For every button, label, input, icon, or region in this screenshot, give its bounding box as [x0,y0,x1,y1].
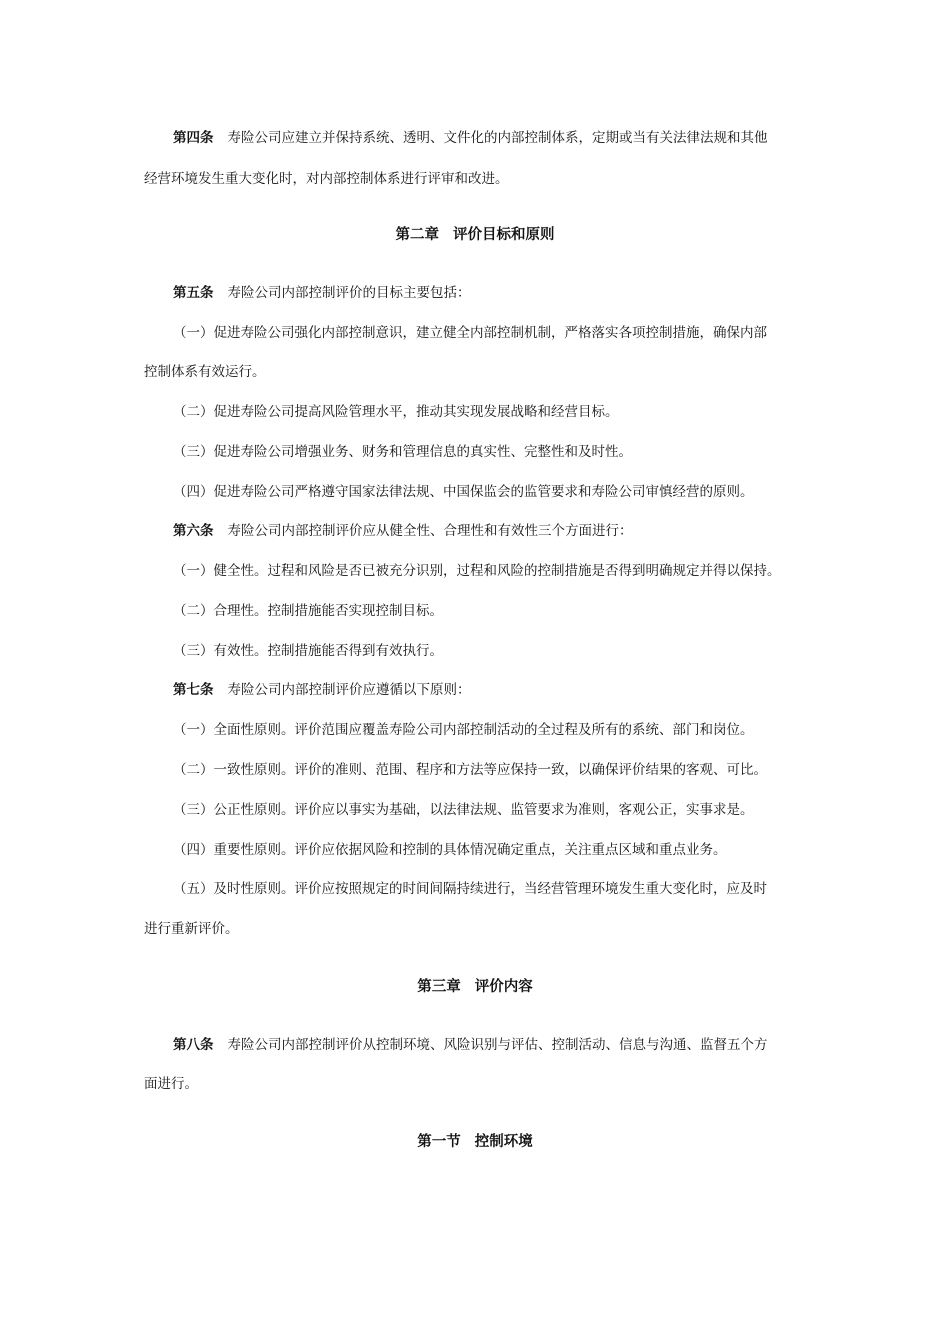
chapter-3-title: 评价内容 [474,979,533,995]
article-6-label: 第六条 [173,523,214,539]
chapter-3-heading [0,976,950,998]
article-5-line [173,283,843,303]
article-4-label: 第四条 [173,130,214,146]
chapter-2-heading [0,224,950,246]
article-6-line [173,521,843,541]
article-8-line-2: 面进行。 [144,1076,198,1092]
article-6-item-2: （二）合理性。控制措施能否实现控制目标。 [173,603,443,619]
article-7-item-3: （三）公正性原则。评价应以事实为基础，以法律法规、监管要求为准则，客观公正，实事求是。 [173,802,754,818]
article-7-item-5: （五）及时性原则。评价应按照规定的时间间隔持续进行，当经营管理环境发生重大变化时，应及时 [173,881,767,897]
article-7-item-4: （四）重要性原则。评价应依据风险和控制的具体情况确定重点，关注重点区域和重点业务。 [173,842,727,858]
chapter-3-number: 第三章 [417,979,461,995]
article-5-label: 第五条 [173,285,214,301]
article-5-item-1-cont: 控制体系有效运行。 [144,364,266,380]
article-4-line-1 [173,128,843,148]
section-1-title: 控制环境 [474,1134,533,1150]
article-5-item-1: （一）促进寿险公司强化内部控制意识，建立健全内部控制机制，严格落实各项控制措施，确保内部 [173,325,767,341]
article-7-item-2: （二）一致性原则。评价的准则、范围、程序和方法等应保持一致，以确保评价结果的客观、可比。 [173,762,767,778]
article-7-text: 寿险公司内部控制评价应遵循以下原则： [227,682,471,698]
article-4-text: 寿险公司应建立并保持系统、透明、文件化的内部控制体系，定期或当有关法律法规和其他 [227,130,768,146]
chapter-2-number: 第二章 [395,227,439,243]
article-5-item-3: （三）促进寿险公司增强业务、财务和管理信息的真实性、完整性和及时性。 [173,444,632,460]
chapter-2-title: 评价目标和原则 [453,227,555,243]
article-8-text: 寿险公司内部控制评价从控制环境、风险识别与评估、控制活动、信息与沟通、监督五个方 [227,1037,768,1053]
article-7-item-5-cont: 进行重新评价。 [144,921,239,937]
article-5-item-2: （二）促进寿险公司提高风险管理水平，推动其实现发展战略和经营目标。 [173,404,619,420]
article-6-item-3: （三）有效性。控制措施能否得到有效执行。 [173,643,443,659]
article-5-item-4: （四）促进寿险公司严格遵守国家法律法规、中国保监会的监管要求和寿险公司审慎经营的原则。 [173,484,754,500]
article-7-item-1: （一）全面性原则。评价范围应覆盖寿险公司内部控制活动的全过程及所有的系统、部门和岗位。 [173,722,754,738]
article-5-text: 寿险公司内部控制评价的目标主要包括： [227,285,471,301]
article-4-line-2: 经营环境发生重大变化时，对内部控制体系进行评审和改进。 [144,171,509,187]
article-8-label: 第八条 [173,1037,214,1053]
article-6-item-1: （一）健全性。过程和风险是否已被充分识别，过程和风险的控制措施是否得到明确规定并得以保持。 [173,563,781,579]
article-7-label: 第七条 [173,682,214,698]
section-1-heading [0,1131,950,1153]
section-1-number: 第一节 [417,1134,461,1150]
article-7-line [173,680,843,700]
article-8-line-1 [173,1035,843,1055]
article-6-text: 寿险公司内部控制评价应从健全性、合理性和有效性三个方面进行： [227,523,633,539]
